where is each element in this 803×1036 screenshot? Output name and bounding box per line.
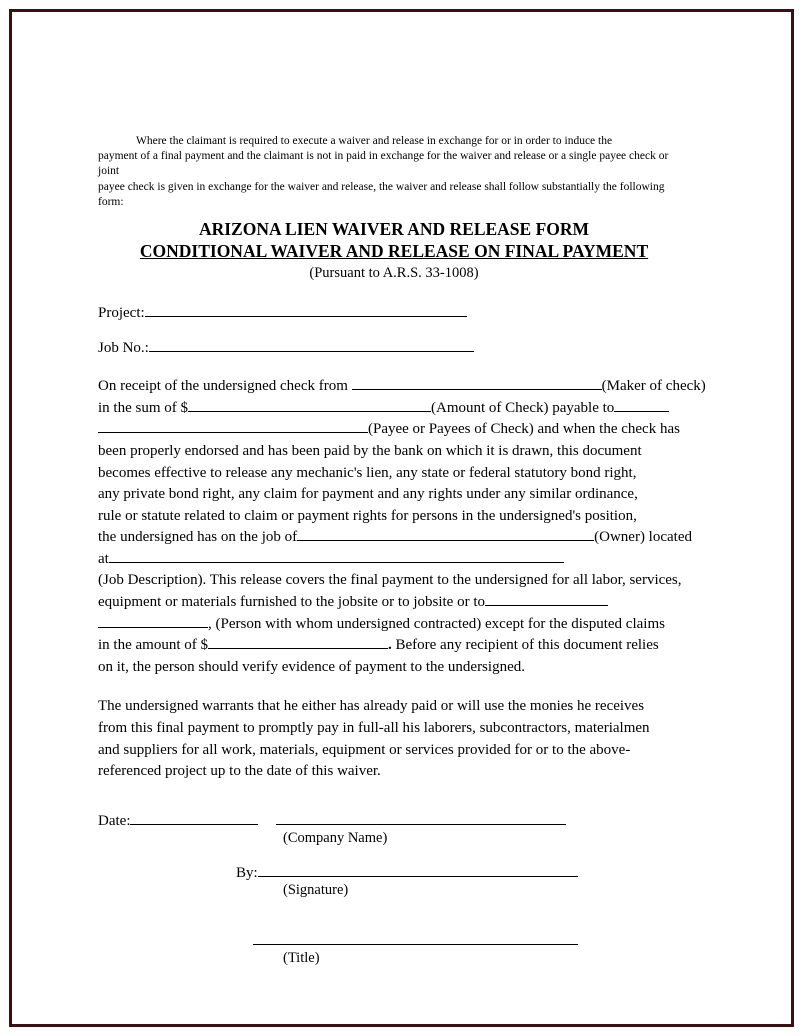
body-line-5: becomes effective to release any mechanic's lien, any state or federal statutory bond right,: [98, 464, 637, 481]
body-line-13: [98, 635, 690, 657]
amount-of-check-input[interactable]: [188, 411, 431, 412]
project-field-row: [98, 302, 690, 325]
body-line-2-text-a: in the sum of $: [98, 399, 188, 416]
body-line-9-text-a: at: [98, 550, 109, 567]
by-signature-row: [98, 865, 690, 882]
body-line-6: any private bond right, any claim for payment and any rights under any similar ordinance,: [98, 486, 638, 503]
body-line-2: [98, 398, 690, 420]
preamble-line-1: Where the claimant is required to execute a waiver and release in exchange for or in order to induce the: [136, 135, 613, 147]
title-line-row: [98, 933, 690, 950]
preamble-line-2: payment of a final payment and the claimant is not in paid in exchange for the waiver and release or a single payee check or joint: [98, 150, 669, 178]
body-line-1-text-a: On receipt of the undersigned check from: [98, 378, 352, 395]
contracted-with-input-b[interactable]: [98, 627, 208, 628]
date-label: Date:: [98, 812, 131, 829]
contracted-with-input-a[interactable]: [485, 605, 608, 606]
body-line-8-text-b: (Owner) located: [594, 529, 692, 546]
document-content: [98, 134, 706, 967]
body-line-13-text-a: in the amount of $: [98, 637, 208, 654]
signature-caption: (Signature): [283, 881, 349, 898]
body-line-10: (Job Description). This release covers the final payment to the undersigned for all labor, services,: [98, 572, 682, 589]
body-line-1: [98, 376, 706, 398]
body-line-8-text-a: the undersigned has on the job of: [98, 529, 298, 546]
body-line-3-text: (Payee or Payees of Check) and when the check has: [368, 421, 680, 438]
document-title: [98, 218, 690, 263]
date-company-row: [98, 813, 690, 830]
body-line-12: [98, 614, 690, 636]
document-title-line-1: ARIZONA LIEN WAIVER AND RELEASE FORM: [198, 218, 590, 239]
preamble-line-3: payee check is given in exchange for the waiver and release, the waiver and release shall follow substantially the following form:: [98, 180, 665, 208]
body-line-1-text-b: (Maker of check): [601, 378, 706, 395]
title-caption: (Title): [283, 949, 320, 966]
signature-input[interactable]: [258, 876, 578, 877]
title-input[interactable]: [253, 944, 578, 945]
company-name-input[interactable]: [276, 824, 566, 825]
body-line-4: been properly endorsed and has been paid by the bank on which it is drawn, this document: [98, 442, 642, 459]
body-line-7: rule or statute related to claim or payment rights for persons in the undersigned's position,: [98, 507, 637, 524]
body-line-12-text: , (Person with whom undersigned contracted) except for the disputed claims: [208, 615, 665, 632]
project-label: Project:: [98, 304, 145, 321]
job-no-input[interactable]: [149, 351, 474, 352]
job-no-field-row: [98, 337, 690, 360]
body-line-13-period: .: [387, 637, 392, 654]
signature-area: [98, 813, 690, 967]
page-border-frame: [9, 9, 794, 1027]
location-input[interactable]: [109, 562, 564, 563]
job-no-label: Job No.:: [98, 339, 149, 356]
warranty-line-1: The undersigned warrants that he either has already paid or will use the monies he receives: [98, 698, 645, 715]
document-title-line-2: CONDITIONAL WAIVER AND RELEASE ON FINAL PAYMENT: [139, 241, 649, 262]
body-line-13-text-c: Before any recipient of this document relies: [391, 637, 659, 654]
body-line-9: [98, 549, 690, 571]
by-label: By:: [236, 864, 258, 881]
preamble-paragraph: [98, 134, 690, 210]
body-line-11: [98, 592, 690, 614]
owner-input[interactable]: [297, 540, 594, 541]
company-name-caption: (Company Name): [283, 829, 388, 846]
warranty-line-4: referenced project up to the date of this waiver.: [98, 763, 381, 780]
body-line-8: [98, 527, 690, 549]
payable-to-input[interactable]: [614, 411, 669, 412]
project-input[interactable]: [145, 316, 467, 317]
body-line-2-text-b: (Amount of Check) payable to: [431, 399, 615, 416]
warranty-line-2: from this final payment to promptly pay in full-all his laborers, subcontractors, materialmen: [98, 720, 650, 737]
release-body: [98, 376, 706, 678]
maker-of-check-input[interactable]: [352, 389, 602, 390]
date-input[interactable]: [130, 824, 258, 825]
warranty-paragraph: [98, 696, 690, 782]
warranty-line-3: and suppliers for all work, materials, equipment or services provided for or to the above-: [98, 741, 631, 758]
document-subtitle: (Pursuant to A.R.S. 33-1008): [309, 264, 479, 281]
disputed-claims-amount-input[interactable]: [208, 648, 388, 649]
body-line-11-text-a: equipment or materials furnished to the jobsite or to jobsite or to: [98, 594, 486, 611]
document-sheet: [12, 12, 791, 1024]
body-line-3: [98, 419, 690, 441]
payee-of-check-input[interactable]: [98, 432, 368, 433]
body-line-14: on it, the person should verify evidence of payment to the undersigned.: [98, 658, 525, 675]
